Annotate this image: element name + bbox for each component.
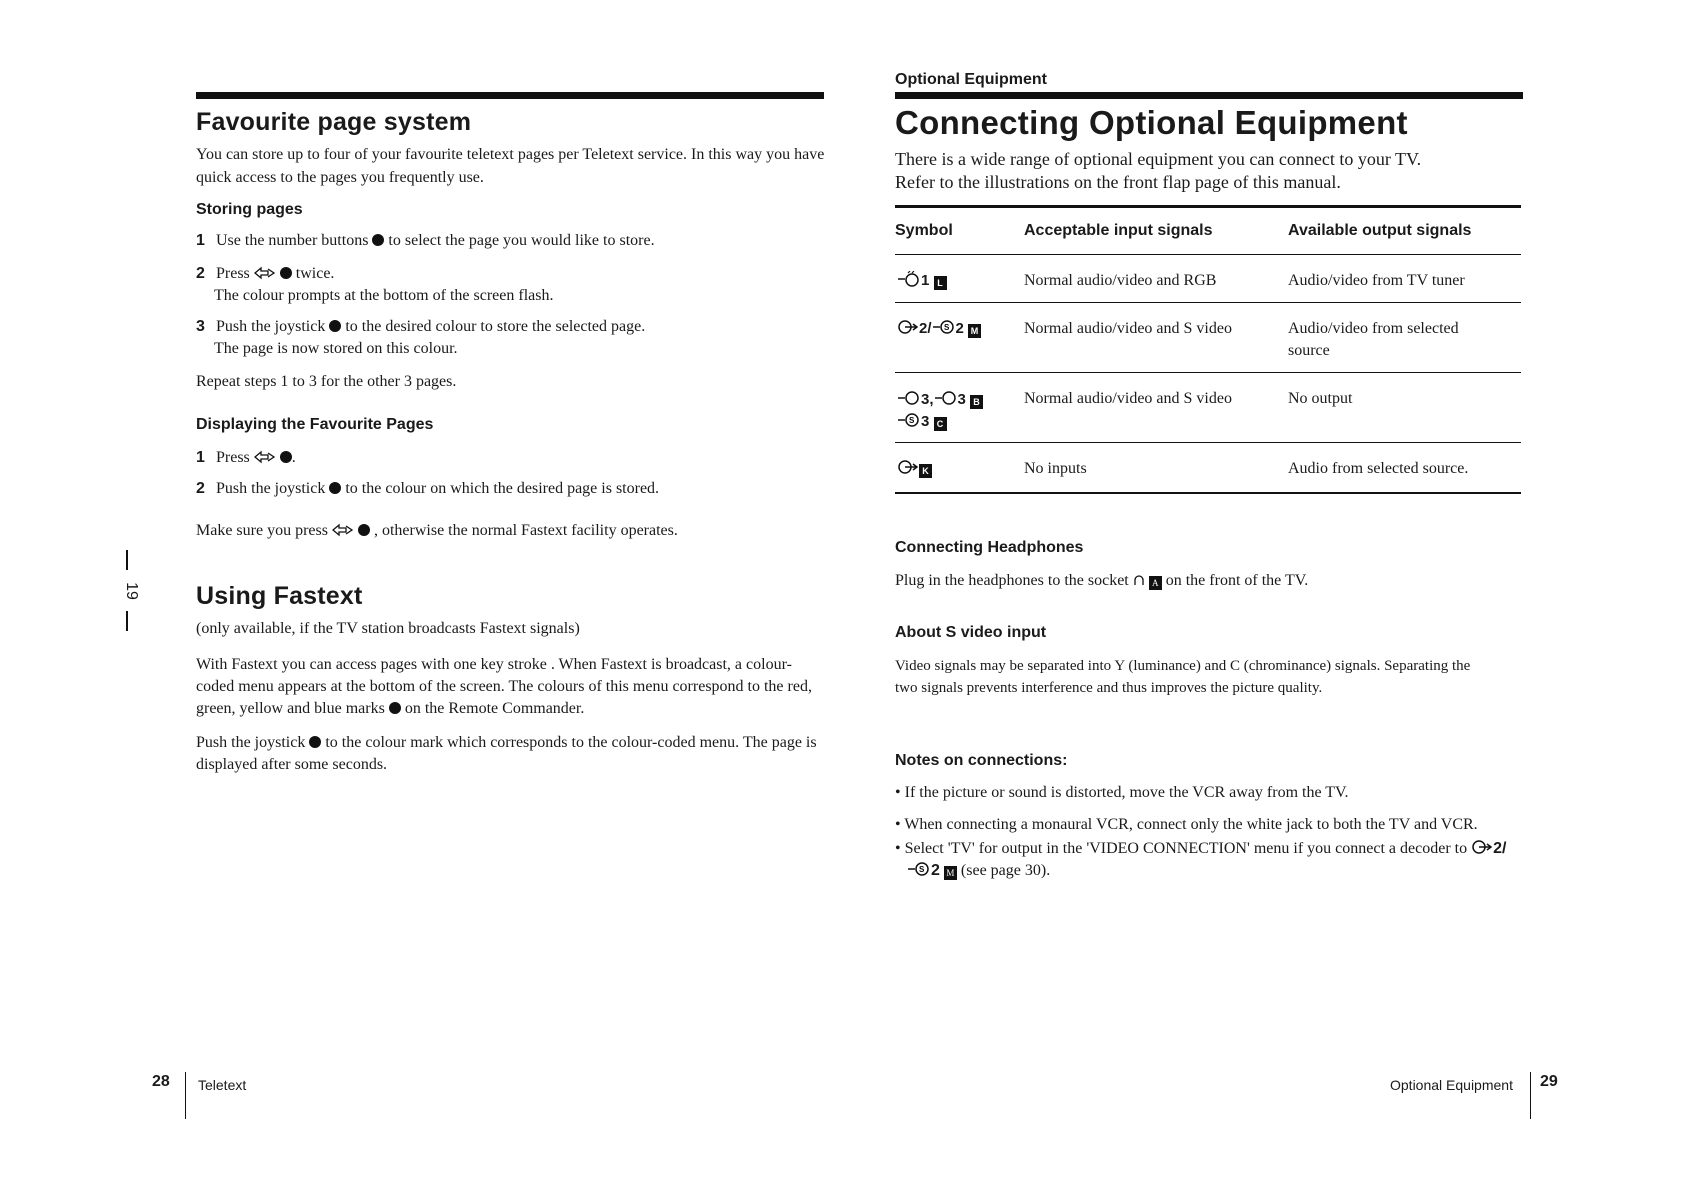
button-marker-icon [358, 524, 370, 536]
table-row-symbol: 1 L [897, 271, 947, 290]
svg-text:S: S [909, 416, 915, 425]
table-row-output: Audio/video from selected source [1288, 320, 1459, 359]
favourite-intro: You can store up to four of your favourite teletext pages per Teletext service. In this way you have quick access to the pages you frequently use. [196, 146, 825, 186]
section-tag: Optional Equipment [895, 71, 1047, 88]
fastext-paragraph-1: With Fastext you can access pages with one key stroke . When Fastext is broadcast, a colour-coded menu appears at the bottom of the screen. The colours of this menu correspond to the red, green, yellow and blue marks on the Remote Commander. [196, 656, 812, 717]
input-output-icon [1471, 839, 1493, 855]
left-footer-divider [185, 1072, 186, 1119]
fastext-title: Using Fastext [196, 582, 363, 610]
storing-step-3: 3 Push the joystick to the desired colour to store the selected page. The page is now stored on this colour. [196, 318, 646, 357]
headphones-icon [1133, 573, 1145, 587]
header-symbol: Symbol [895, 222, 953, 239]
svideo-input-icon [907, 861, 931, 877]
header-input: Acceptable input signals [1024, 222, 1213, 239]
right-footer-section: Optional Equipment [1390, 1077, 1513, 1093]
svideo-input-icon [897, 412, 921, 428]
storing-step-2: 2 Press twice. The colour prompts at the bottom of the screen flash. [196, 265, 554, 304]
table-row-input: Normal audio/video and RGB [1024, 272, 1217, 289]
top-rule-right [895, 92, 1523, 99]
favourite-key-icon [254, 450, 276, 464]
favourite-key-icon [332, 523, 354, 537]
right-footer-divider [1530, 1072, 1531, 1119]
table-row-output: No output [1288, 390, 1353, 407]
list-item: • If the picture or sound is distorted, move the VCR away from the TV. [895, 784, 1349, 801]
number-buttons-icon [372, 234, 384, 246]
svideo-input-icon [932, 319, 956, 335]
headphones-heading: Connecting Headphones [895, 539, 1084, 556]
favourite-title: Favourite page system [196, 108, 472, 136]
top-rule-left [196, 92, 824, 99]
joystick-icon [309, 736, 321, 748]
connections-table [895, 205, 1521, 497]
notes-heading: Notes on connections: [895, 752, 1068, 769]
table-row-symbol: K [897, 459, 932, 478]
table-row-output: Audio/video from TV tuner [1288, 272, 1465, 289]
joystick-icon [329, 320, 341, 332]
table-row-input: No inputs [1024, 460, 1087, 477]
output-icon [897, 459, 919, 475]
page-title: Connecting Optional Equipment [895, 104, 1408, 141]
list-item: • Select 'TV' for output in the 'VIDEO CONNECTION' menu if you connect a decoder to 2/ S 2 M (see page 30). [895, 840, 1507, 879]
svg-text:S: S [919, 865, 925, 874]
button-marker-icon [280, 267, 292, 279]
displaying-pages-heading: Displaying the Favourite Pages [196, 416, 434, 433]
colour-marks-icon [389, 702, 401, 714]
favourite-key-icon [254, 266, 276, 280]
side-dash-bottom [126, 611, 128, 631]
left-page-number: 28 [152, 1073, 170, 1090]
table-row-output: Audio from selected source. [1288, 460, 1469, 477]
joystick-icon [329, 482, 341, 494]
left-footer-section: Teletext [198, 1077, 247, 1093]
storing-step-1: 1 Use the number buttons to select the page you would like to store. [196, 232, 655, 249]
right-page-number: 29 [1540, 1073, 1558, 1090]
scart-input-icon [897, 271, 921, 287]
table-row-input: Normal audio/video and S video [1024, 390, 1232, 407]
button-marker-icon [280, 451, 292, 463]
svideo-text: Video signals may be separated into Y (luminance) and C (chrominance) signals. Separating the two signals prevents interference and thus improves the picture quality. [895, 658, 1471, 696]
notes-list [895, 782, 1520, 882]
table-rule [895, 254, 1521, 255]
storing-pages-heading: Storing pages [196, 201, 303, 218]
make-sure-note: Make sure you press , otherwise the normal Fastext facility operates. [196, 522, 678, 539]
fastext-subtitle: (only available, if the TV station broadcasts Fastext signals) [196, 620, 580, 637]
table-row-symbol: 3, 3 B S 3 C [897, 389, 983, 433]
side-dash-top [126, 550, 128, 570]
table-rule [895, 302, 1521, 303]
intro-text: There is a wide range of optional equipment you can connect to your TV. Refer to the illustrations on the front flap page of this manual. [895, 149, 1422, 192]
scart-input-icon [934, 390, 958, 406]
display-step-2: 2 Push the joystick to the colour on which the desired page is stored. [196, 480, 660, 497]
svideo-heading: About S video input [895, 624, 1047, 641]
input-output-icon [897, 319, 919, 335]
list-item: • When connecting a monaural VCR, connect only the white jack to both the TV and VCR. [895, 816, 1478, 833]
side-page-mark: 19 [123, 582, 140, 600]
svg-text:S: S [943, 323, 949, 332]
display-step-1: 1 Press . [196, 449, 296, 466]
table-rule [895, 372, 1521, 373]
table-bottom-rule [895, 492, 1521, 494]
table-row-symbol: 2/ S 2 M [897, 319, 981, 338]
scart-input-icon [897, 390, 921, 406]
table-top-rule [895, 205, 1521, 208]
repeat-steps-text: Repeat steps 1 to 3 for the other 3 pages. [196, 373, 457, 390]
header-output: Available output signals [1288, 222, 1472, 239]
table-rule [895, 442, 1521, 443]
headphones-text: Plug in the headphones to the socket A on the front of the TV. [895, 572, 1309, 589]
fastext-paragraph-2: Push the joystick to the colour mark which corresponds to the colour-coded menu. The page is displayed after some seconds. [196, 734, 817, 773]
table-row-input: Normal audio/video and S video [1024, 320, 1232, 337]
